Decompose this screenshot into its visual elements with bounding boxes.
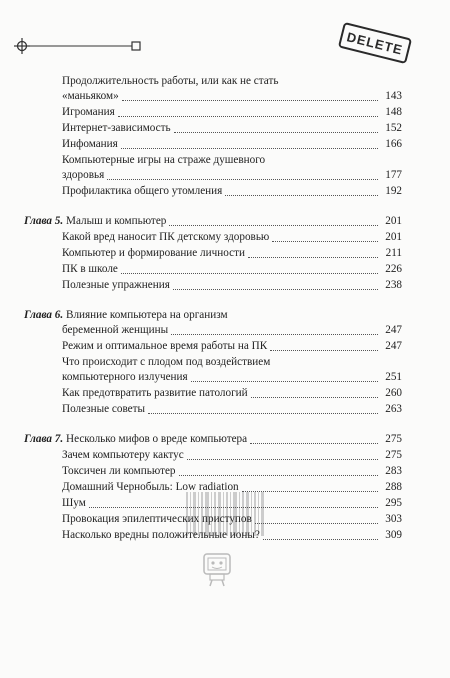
toc-page-number: 192 <box>385 185 402 197</box>
toc-entry-text: компьютерного излучения <box>62 371 188 383</box>
toc-page-number: 148 <box>385 106 402 118</box>
toc-page-number: 143 <box>385 90 402 102</box>
toc-entry[interactable] <box>24 184 402 199</box>
publisher-mascot-icon <box>198 548 238 588</box>
toc-chapter-5 <box>24 214 402 293</box>
toc-page-number: 211 <box>385 247 402 259</box>
dot-leader <box>174 131 378 133</box>
toc-entry[interactable] <box>24 89 402 104</box>
toc-chapter-heading[interactable] <box>24 214 402 229</box>
dot-leader <box>242 490 378 492</box>
dot-leader <box>121 272 378 274</box>
toc-entry-text: Инфомания <box>62 138 118 150</box>
toc-entry[interactable] <box>24 402 402 417</box>
chapter-title-cont: беременной женщины <box>62 324 169 336</box>
toc-entry-text: Режим и оптимальное время работы на ПК <box>62 340 268 352</box>
dot-leader <box>263 538 378 540</box>
toc-entry-text: Компьютер и формирование личности <box>62 247 245 259</box>
dot-leader <box>118 115 378 117</box>
dot-leader <box>171 333 378 335</box>
toc-entry[interactable] <box>24 528 402 543</box>
toc-page-number: 295 <box>385 497 402 509</box>
dot-leader <box>173 288 378 290</box>
toc-page-number: 275 <box>385 449 402 461</box>
toc-entry-text: Полезные упражнения <box>62 279 170 291</box>
dot-leader <box>251 396 378 398</box>
toc-page-number: 251 <box>385 371 402 383</box>
toc-page-number: 201 <box>385 215 402 227</box>
toc-entry[interactable] <box>24 370 402 385</box>
toc-entry-text: Провокация эпилептических приступов <box>62 513 252 525</box>
toc-chapter-6 <box>24 308 402 417</box>
delete-stamp: DELETE <box>338 22 412 64</box>
dot-leader <box>272 240 378 242</box>
dot-leader <box>122 99 378 101</box>
chapter-title: Малыш и компьютер <box>66 215 167 227</box>
toc-page-number: 226 <box>385 263 402 275</box>
dot-leader <box>255 522 378 524</box>
toc-entry[interactable] <box>24 105 402 120</box>
toc-entry-text: «маньяком» <box>62 90 119 102</box>
toc-chapter-7 <box>24 432 402 543</box>
toc-page-number: 260 <box>385 387 402 399</box>
toc-entry[interactable] <box>24 464 402 479</box>
chapter-number: Глава 7. <box>24 433 64 445</box>
toc-page-number: 275 <box>385 433 402 445</box>
toc-page-number: 201 <box>385 231 402 243</box>
toc-page-number: 288 <box>385 481 402 493</box>
toc-entry-text: Как предотвратить развитие патологий <box>62 387 248 399</box>
toc-entry[interactable] <box>24 278 402 293</box>
dot-leader <box>169 224 378 226</box>
toc-entry-text: Какой вред наносит ПК детскому здоровью <box>62 231 270 243</box>
dot-leader <box>148 412 378 414</box>
dot-leader <box>270 349 378 351</box>
toc-entry[interactable] <box>24 480 402 495</box>
toc-entry-text: ПК в школе <box>62 263 118 275</box>
chapter-number: Глава 5. <box>24 215 64 227</box>
toc-entry-text: Токсичен ли компьютер <box>62 465 176 477</box>
ornament-icon <box>14 38 142 54</box>
dot-leader <box>225 194 378 196</box>
toc-entry[interactable] <box>24 496 402 511</box>
toc-entry-text: Что происходит с плодом под воздействием <box>62 356 271 368</box>
toc-page-number: 152 <box>385 122 402 134</box>
toc-chapter-heading[interactable] <box>24 323 402 338</box>
toc-page-number: 263 <box>385 403 402 415</box>
toc-page-number: 177 <box>385 169 402 181</box>
table-of-contents <box>24 74 402 544</box>
toc-page-number: 309 <box>385 529 402 541</box>
toc-entry-text: Шум <box>62 497 86 509</box>
toc-entry[interactable] <box>24 246 402 261</box>
dot-leader <box>107 178 378 180</box>
toc-entry-text: Интернет-зависимость <box>62 122 171 134</box>
toc-chapter-heading[interactable] <box>24 432 402 447</box>
toc-entry-text: здоровья <box>62 169 105 181</box>
toc-entry-text: Насколько вредны положительные ионы? <box>62 529 260 541</box>
toc-entry[interactable] <box>24 168 402 183</box>
chapter-title: Влияние компьютера на организм <box>66 309 228 321</box>
toc-page-number: 247 <box>385 340 402 352</box>
toc-page-number: 166 <box>385 138 402 150</box>
toc-entry-text: Компьютерные игры на страже душевного <box>62 154 266 166</box>
toc-entry-text: Домашний Чернобыль: Low radiation <box>62 481 239 493</box>
toc-entry-text: Полезные советы <box>62 403 146 415</box>
dot-leader <box>179 474 378 476</box>
toc-entry[interactable] <box>24 230 402 245</box>
toc-chapter-heading-line1[interactable] <box>24 308 402 323</box>
chapter-title: Несколько мифов о вреде компьютера <box>66 433 248 445</box>
toc-entry[interactable] <box>24 512 402 527</box>
toc-entry-text: Продолжительность работы, или как не стать <box>62 75 279 87</box>
toc-entry[interactable] <box>24 137 402 152</box>
dot-leader <box>248 256 378 258</box>
toc-page-number: 303 <box>385 513 402 525</box>
dot-leader <box>121 147 378 149</box>
toc-page-number: 283 <box>385 465 402 477</box>
dot-leader <box>187 458 378 460</box>
toc-entry-text: Игромания <box>62 106 115 118</box>
toc-entry[interactable] <box>24 386 402 401</box>
toc-section-continued <box>24 74 402 199</box>
dot-leader <box>89 506 378 508</box>
toc-entry[interactable] <box>24 121 402 136</box>
dot-leader <box>250 442 378 444</box>
toc-entry[interactable] <box>24 262 402 277</box>
toc-entry[interactable] <box>24 448 402 463</box>
toc-page-number: 238 <box>385 279 402 291</box>
chapter-number: Глава 6. <box>24 309 64 321</box>
toc-page-number: 247 <box>385 324 402 336</box>
toc-entry-text: Зачем компьютеру кактус <box>62 449 184 461</box>
dot-leader <box>191 380 378 382</box>
toc-entry[interactable] <box>24 339 402 354</box>
toc-entry-text: Профилактика общего утомления <box>62 185 223 197</box>
